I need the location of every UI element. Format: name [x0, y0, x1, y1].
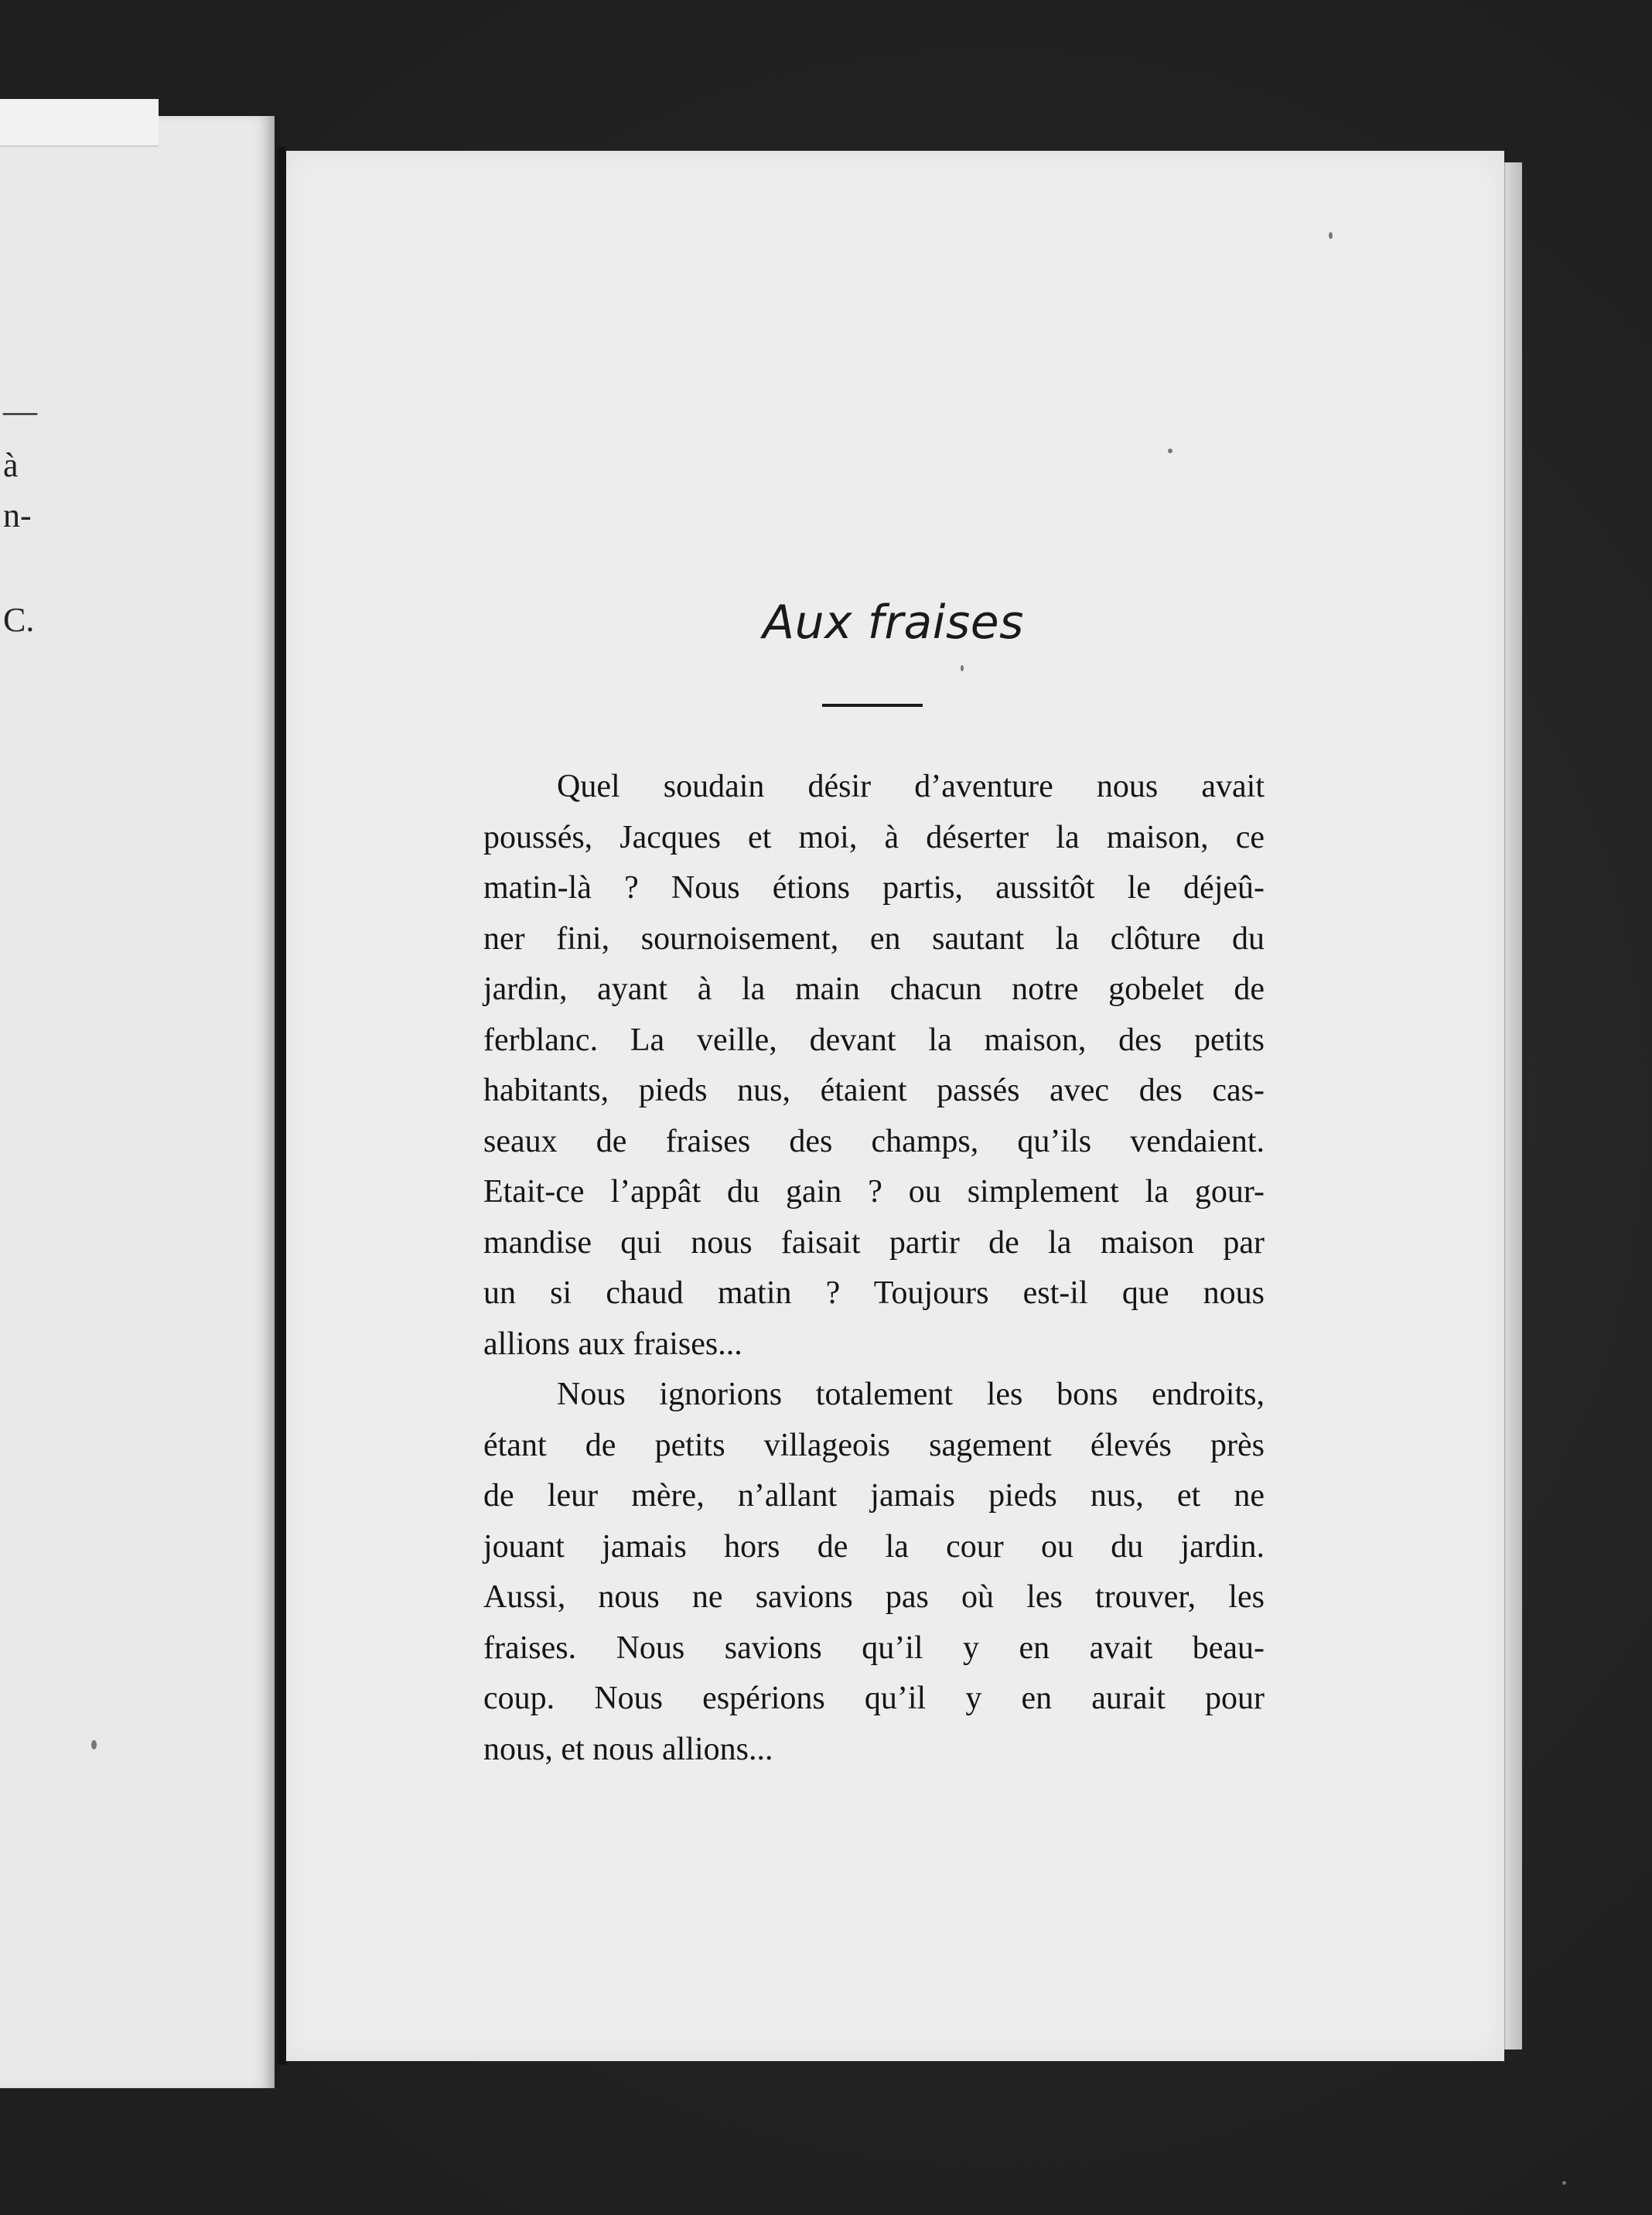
text-line: habitants, pieds nus, étaient passés avec des cas-: [483, 1073, 1265, 1108]
scan-speck: [1562, 2181, 1566, 2185]
title-divider: [822, 704, 923, 707]
scan-speck: [1168, 449, 1172, 453]
left-page: [0, 116, 279, 2088]
chapter-title: Aux fraises: [763, 596, 1024, 650]
text-line: ferblanc. La veille, devant la maison, des petits: [483, 1022, 1265, 1058]
text-line: poussés, Jacques et moi, à déserter la maison, ce: [483, 819, 1265, 855]
text-line: allions aux fraises...: [483, 1326, 742, 1362]
page-edge: [1504, 162, 1522, 2049]
book-gutter: [277, 147, 286, 2065]
text-line: ner fini, sournoisement, en sautant la clôture du: [483, 920, 1265, 957]
left-page-top-strip: [0, 99, 159, 147]
left-page-fragment: C.: [3, 601, 35, 639]
text-line: fraises. Nous savions qu’il y en avait beau-: [483, 1630, 1265, 1666]
text-line: coup. Nous espérions qu’il y en aurait pour: [483, 1681, 1265, 1716]
scan-speck: [91, 1740, 97, 1749]
text-line: de leur mère, n’allant jamais pieds nus, et ne: [483, 1478, 1265, 1514]
text-line: un si chaud matin ? Toujours est-il que nous: [483, 1275, 1265, 1311]
text-line: jardin, ayant à la main chacun notre gobelet de: [483, 971, 1265, 1007]
scan-speck: [1329, 232, 1333, 239]
text-line: matin-là ? Nous étions partis, aussitôt le déjeû-: [483, 870, 1265, 906]
left-page-fragment: n-: [3, 497, 32, 534]
left-page-fragment: —: [3, 392, 37, 430]
scan-speck: [961, 665, 964, 671]
text-line: Quel soudain désir d’aventure nous avait: [557, 769, 1265, 804]
text-line: Etait-ce l’appât du gain ? ou simplement la gour-: [483, 1174, 1265, 1210]
text-line: mandise qui nous faisait partir de la maison par: [483, 1224, 1265, 1261]
text-line: Nous ignorions totalement les bons endroits,: [557, 1377, 1265, 1412]
text-line: étant de petits villageois sagement élevés près: [483, 1427, 1265, 1463]
text-line: Aussi, nous ne savions pas où les trouver, les: [483, 1579, 1265, 1615]
left-page-fragment: à: [3, 446, 19, 484]
body-text: [483, 762, 1265, 1775]
text-line: nous, et nous allions...: [483, 1731, 773, 1767]
text-line: seaux de fraises des champs, qu’ils vendaient.: [483, 1123, 1265, 1159]
text-line: jouant jamais hors de la cour ou du jardin.: [483, 1528, 1265, 1565]
